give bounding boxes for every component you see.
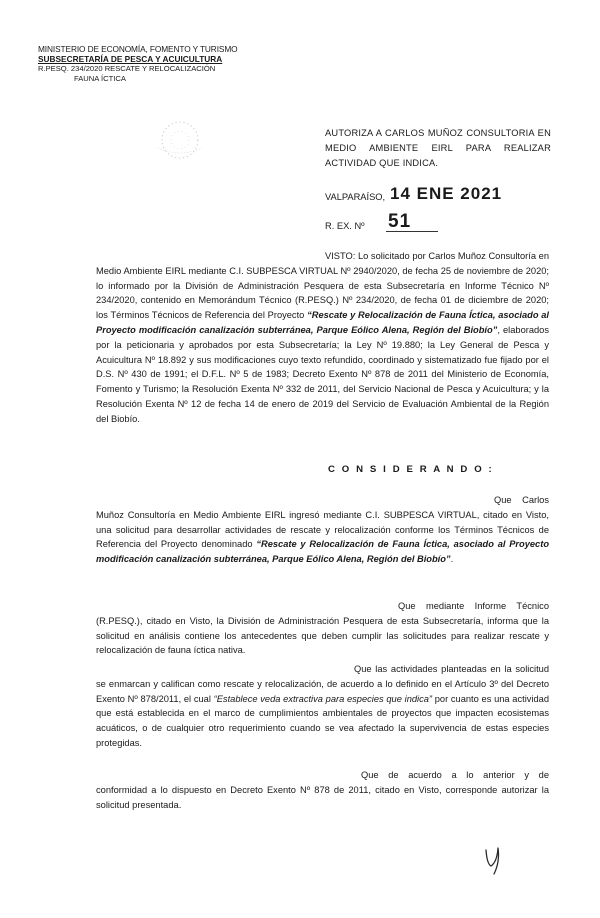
faded-seal-stamp bbox=[150, 118, 210, 162]
ministry-name: MINISTERIO DE ECONOMÍA, FOMENTO Y TURISMO bbox=[38, 44, 238, 54]
visto-paragraph bbox=[96, 249, 549, 427]
handwritten-initial bbox=[480, 840, 506, 878]
considerando-paragraph-3 bbox=[96, 662, 549, 751]
rex-number: 51 bbox=[388, 211, 412, 232]
visto-text-c: , elaborados por la peticionaria y aprobados por esta Subsecretaría; la Ley Nº 19.880; la Ley General de Pesca y Acuicultura Nº 18.892 y sus modificaciones cuyo texto refundido, coordinado y sistematizado fue fijado por el D.S. Nº 430 de 1991; el D.F.L. Nº 5 de 1983; Decreto Exento Nº 878 de 2011 del Ministerio de Economía, Fomento y Turismo; la Resolución Exenta Nº 332 de 2011, del Servicio Nacional de Pesca y Acuicultura; y la Resolución Exenta Nº 12 de fecha 14 de enero de 2019 del Servicio de Evaluación Ambiental de la Región del Biobío. bbox=[96, 324, 550, 424]
p3-decree-title: “Establece veda extractiva para especies que indica” bbox=[213, 693, 433, 704]
p3-text-c: por cuanto es una actividad que está establecida en el marco de cumplimientos ambientales de proyectos que impacten ecosistemas acuáticos, o de cualquier otro requerimiento cuando se vea afectado la supervivencia de estas especies protegidas. bbox=[96, 693, 549, 748]
considerando-paragraph-4: Que de acuerdo a lo anterior y de conformidad a lo dispuesto en Decreto Exento Nº 878 de 2011, citado en Visto, corresponde autorizar la solicitud presentada. bbox=[96, 770, 549, 810]
considerando-paragraph-2: Que mediante Informe Técnico (R.PESQ.), citado en Visto, la División de Administración Pesquera de esta Subsecretaría, informa que la solicitud en análisis contiene los antecedentes que deben cumplir las solicitudes para realizar rescate y relocalización de fauna íctica nativa. bbox=[96, 601, 549, 656]
reference-line: R.PESQ. 234/2020 RESCATE Y RELOCALIZACIÓN bbox=[38, 64, 216, 73]
visto-project-title: “Rescate y Relocalización de Fauna Íctica, asociado al Proyecto modificación canalización subterránea, Parque Eólico Alena, Región del Biobío” bbox=[96, 310, 549, 335]
resolution-subject: AUTORIZA A CARLOS MUÑOZ CONSULTORIA EN MEDIO AMBIENTE EIRL PARA REALIZAR ACTIVIDAD QUE INDICA. bbox=[325, 128, 551, 168]
p1-project-title: “Rescate y Relocalización de Fauna Íctica, asociado al Proyecto modificación canalización subterránea, Parque Eólico Alena, Región del Biobío” bbox=[96, 539, 550, 565]
considerando-paragraph-1 bbox=[96, 493, 549, 567]
place-label: VALPARAÍSO, bbox=[325, 192, 386, 202]
p1-text-a: Que Carlos Muñoz Consultoría en Medio Ambiente EIRL ingresó mediante C.I. SUBPESCA VIRTUAL, citado en Visto, una solicitud para desarrollar actividades de rescate y relocalización conforme los Términos Técnicos de Referencia del Proyecto denominado bbox=[96, 495, 549, 550]
rex-underline bbox=[386, 231, 438, 232]
subsecretaria-name: SUBSECRETARÍA DE PESCA Y ACUICULTURA bbox=[38, 54, 223, 64]
p1-text-c: . bbox=[450, 554, 454, 565]
considerando-heading: C O N S I D E R A N D O : bbox=[328, 464, 494, 475]
p3-text-a: Que las actividades planteadas en la solicitud se enmarcan y califican como rescate y relocalización, de acuerdo a lo definido en el Artículo 3º del Decreto Exento Nº 878/2011, el cual bbox=[96, 664, 549, 704]
rex-label: R. EX. Nº bbox=[325, 221, 365, 231]
date-stamp: 14 ENE 2021 bbox=[390, 184, 503, 203]
reference-line-2: FAUNA ÍCTICA bbox=[74, 74, 126, 83]
letterhead bbox=[38, 44, 288, 84]
visto-text-a: VISTO: Lo solicitado por Carlos Muñoz Consultoría en Medio Ambiente EIRL mediante C.I. SUBPESCA VIRTUAL Nº 2940/2020, de fecha 25 de noviembre de 2020; lo informado por la División de Administración Pesquera de esta Subsecretaría en Informe Técnico Nº 234/2020, contenido en Memorándum Técnico (R.PESQ.) Nº 234/2020, de fecha 01 de diciembre de 2020; los Términos Técnicos de Referencia del Proyecto bbox=[96, 251, 549, 321]
